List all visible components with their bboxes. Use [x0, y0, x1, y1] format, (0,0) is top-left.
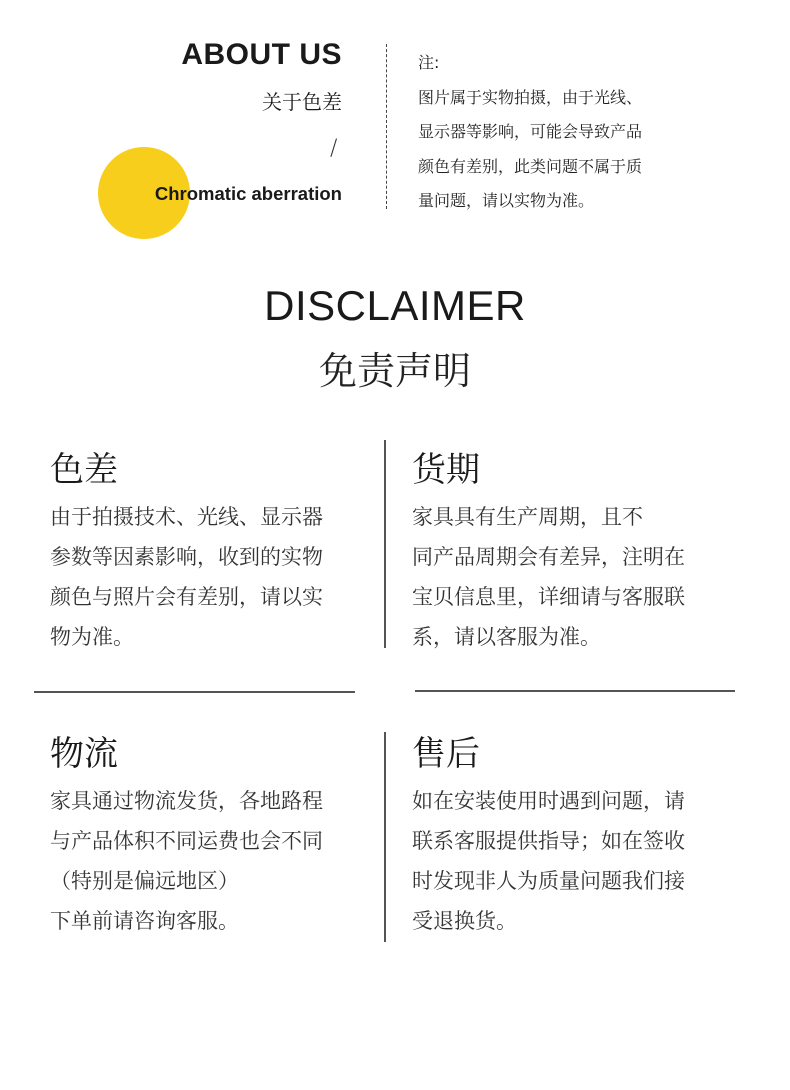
note-line: 量问题，请以实物为准。 — [418, 191, 595, 210]
section-line: 家具通过物流发货，各地路程 — [50, 789, 323, 813]
note-line: 颜色有差别，此类问题不属于质 — [418, 156, 643, 176]
section-body-after-sales — [412, 781, 685, 941]
section-line: 同产品周期会有差异，注明在 — [412, 545, 685, 569]
note-label: 注: — [418, 53, 440, 72]
section-line: 下单前请咨询客服。 — [50, 909, 239, 933]
slash-divider: / — [330, 136, 338, 161]
horizontal-divider-right — [415, 690, 735, 692]
section-line: 受退换货。 — [412, 909, 517, 933]
note-line: 显示器等影响，可能会导致产品 — [418, 122, 643, 141]
about-subtitle: 关于色差 — [262, 90, 342, 114]
section-body-color-difference — [50, 497, 323, 657]
section-line: （特别是偏远地区） — [50, 869, 239, 893]
dashed-divider — [386, 44, 387, 209]
section-line: 参数等因素影响，收到的实物 — [50, 545, 323, 569]
section-title-logistics: 物流 — [50, 734, 118, 774]
section-title-delivery-time: 货期 — [412, 450, 480, 490]
section-line: 系，请以客服为准。 — [412, 625, 601, 649]
about-title: ABOUT US — [181, 38, 342, 71]
section-line: 时发现非人为质量问题我们接 — [412, 869, 685, 893]
section-line: 颜色与照片会有差别，请以实 — [50, 585, 323, 609]
note-line: 图片属于实物拍摄，由于光线、 — [418, 87, 643, 107]
section-line: 宝贝信息里，详细请与客服联 — [412, 585, 685, 609]
vertical-divider-top — [384, 440, 386, 648]
section-line: 联系客服提供指导；如在签收 — [412, 829, 685, 853]
section-line: 物为准。 — [50, 625, 134, 649]
section-line: 如在安装使用时遇到问题，请 — [412, 789, 685, 813]
section-title-color-difference: 色差 — [50, 450, 118, 490]
vertical-divider-bottom — [384, 732, 386, 942]
section-line: 由于拍摄技术、光线、显示器 — [50, 505, 323, 529]
section-body-logistics — [50, 781, 323, 941]
about-english-label: Chromatic aberration — [154, 183, 342, 204]
section-line: 家具具有生产周期，且不 — [412, 505, 643, 529]
disclaimer-title-en: DISCLAIMER — [264, 282, 526, 329]
disclaimer-title-cn: 免责声明 — [318, 349, 471, 393]
horizontal-divider-left — [34, 691, 355, 693]
note-block — [418, 46, 718, 219]
section-title-after-sales: 售后 — [412, 734, 480, 774]
section-line: 与产品体积不同运费也会不同 — [50, 829, 323, 853]
section-body-delivery-time — [412, 497, 685, 657]
